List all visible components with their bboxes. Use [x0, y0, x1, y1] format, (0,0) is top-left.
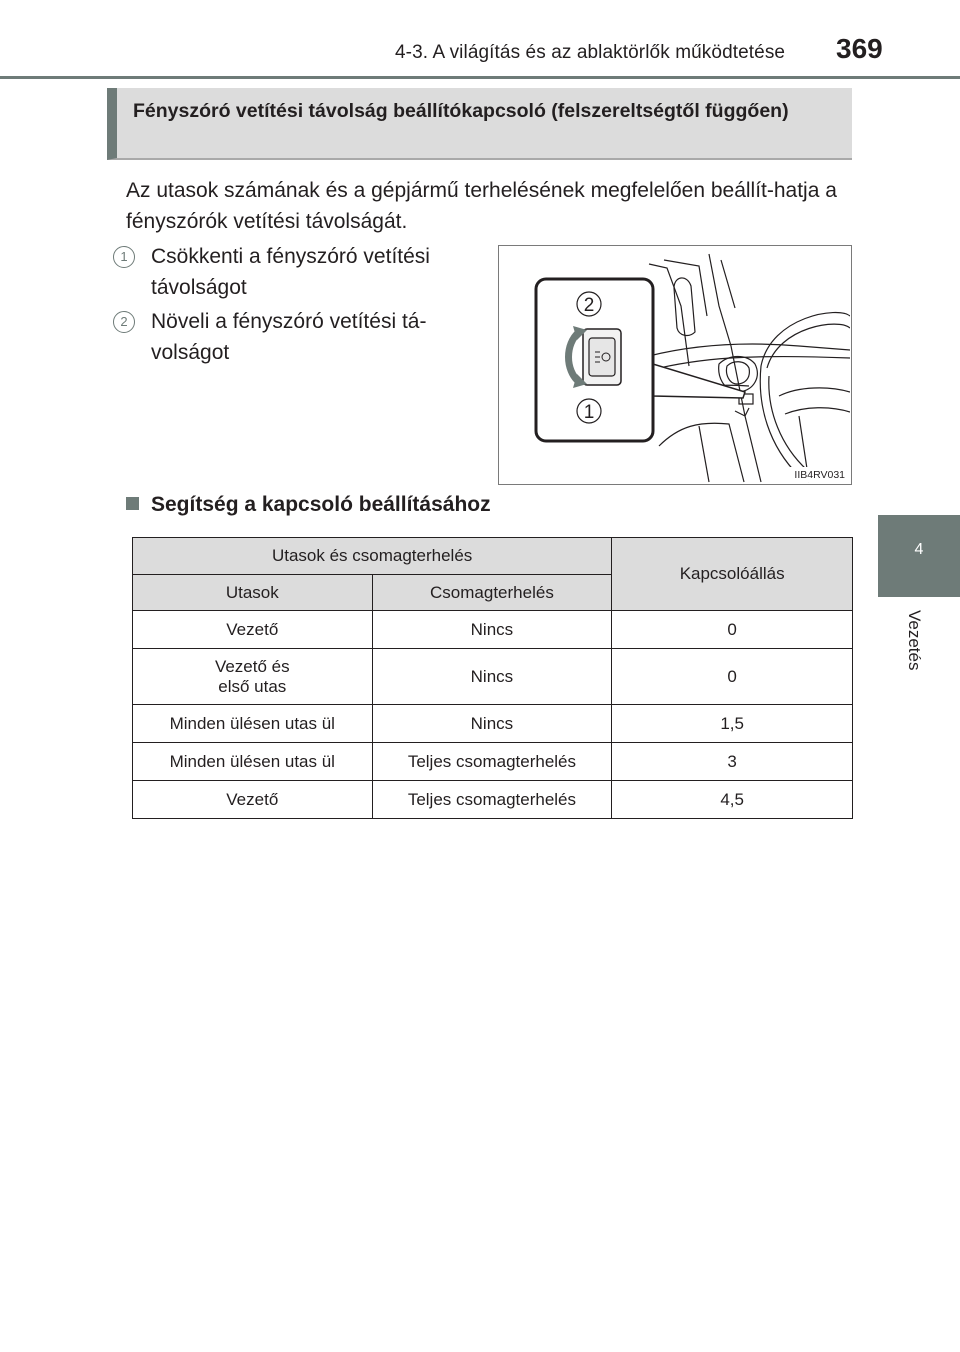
section-title: Fényszóró vetítési távolság beállítókapcsoló (felszereltségtől függően)	[133, 100, 789, 122]
cell-passengers: Minden ülésen utas ül	[133, 743, 373, 781]
number-badge: 1	[113, 246, 135, 268]
page-number: 369	[836, 33, 883, 64]
header-rule	[0, 76, 960, 79]
cell-line: Vezető és	[214, 656, 290, 676]
cell-position: 0	[612, 649, 853, 705]
dashboard-illustration	[499, 246, 850, 483]
cell-load: Teljes csomagterhelés	[372, 743, 612, 781]
square-bullet-icon	[126, 497, 139, 510]
table-row	[133, 743, 853, 781]
table-row	[133, 611, 853, 649]
number-badge: 2	[113, 311, 135, 333]
adjustment-table	[132, 537, 853, 819]
cell-passengers: Vezető	[133, 611, 373, 649]
cell-position: 4,5	[612, 781, 853, 819]
table-row	[133, 781, 853, 819]
header-position: Kapcsolóállás	[612, 538, 853, 611]
chapter-label: Vezetés	[905, 610, 924, 671]
cell-passengers	[133, 649, 373, 705]
cell-passengers: Vezető	[133, 781, 373, 819]
chapter-tab	[878, 515, 960, 597]
callout-1: 1	[583, 402, 595, 423]
intro-paragraph: Az utasok számának és a gépjármű terhelésének megfelelően beállít-hatja a fényszórók vetítési távolságát.	[126, 179, 837, 233]
cell-load: Nincs	[372, 705, 612, 743]
header-group: Utasok és csomagterhelés	[133, 538, 612, 575]
figure-code: IIB4RV031	[794, 469, 845, 481]
cell-load: Nincs	[372, 649, 612, 705]
header-passengers: Utasok	[133, 575, 373, 611]
list-item-text: Növeli a fényszóró vetítési tá-volságot	[151, 310, 427, 364]
cell-position: 3	[612, 743, 853, 781]
cell-load: Teljes csomagterhelés	[372, 781, 612, 819]
cell-position: 1,5	[612, 705, 853, 743]
cell-passengers: Minden ülésen utas ül	[133, 705, 373, 743]
cell-load: Nincs	[372, 611, 612, 649]
chapter-tab-number: 4	[914, 541, 924, 558]
cell-position: 0	[612, 611, 853, 649]
subheading-text: Segítség a kapcsoló beállításához	[151, 493, 491, 516]
table-header-row	[133, 538, 853, 575]
running-header: 4-3. A világítás és az ablaktörlők működtetése	[395, 42, 786, 63]
header-load: Csomagterhelés	[372, 575, 612, 611]
section-title-box	[107, 88, 852, 160]
cell-line: első utas	[218, 676, 287, 696]
callout-2: 2	[583, 295, 595, 316]
list-item-text: Csökkenti a fényszóró vetítési távolságot	[151, 245, 430, 299]
subheading	[126, 493, 491, 517]
illustration-headlight-leveling	[498, 245, 852, 485]
table-row	[133, 705, 853, 743]
table-row	[133, 649, 853, 705]
